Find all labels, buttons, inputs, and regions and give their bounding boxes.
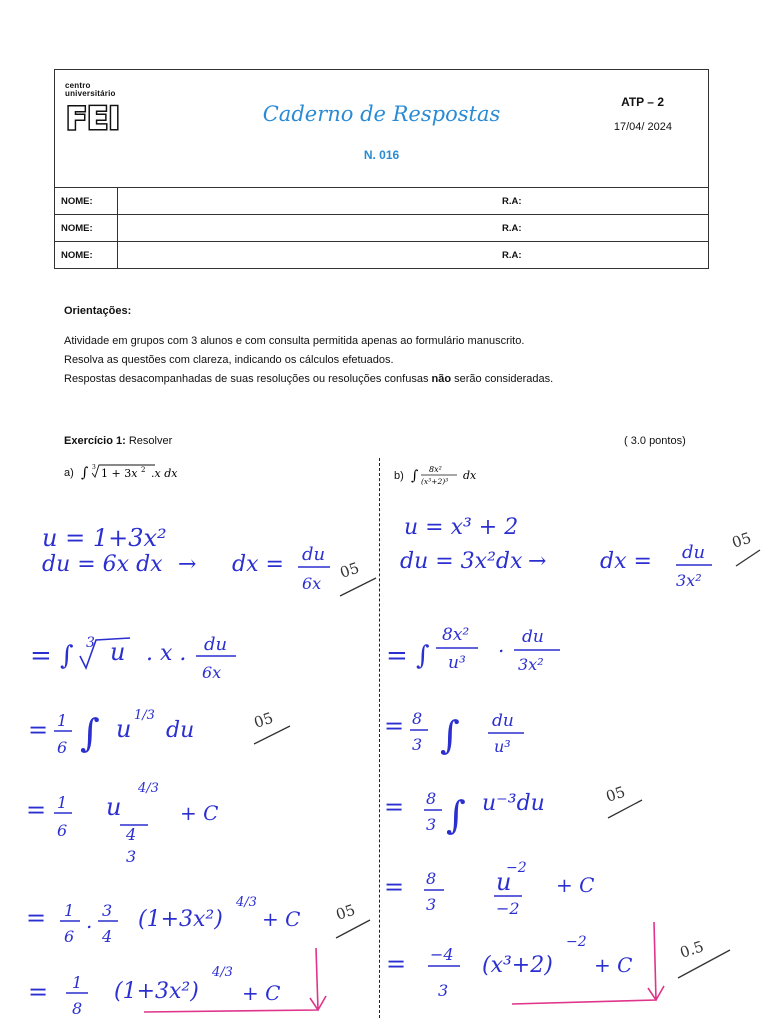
instruction-line-1: Atividade em grupos com 3 alunos e com consulta permitida apenas ao formulário manuscrito. bbox=[64, 335, 525, 347]
sol-b-text: −2 bbox=[566, 934, 587, 950]
sol-b-text: 8 bbox=[426, 869, 437, 888]
sol-a-text: u bbox=[106, 793, 122, 821]
sol-b-text: u bbox=[496, 868, 512, 896]
sol-a-text: 4 bbox=[126, 825, 137, 844]
sol-a-text: = bbox=[28, 978, 49, 1006]
sol-b-text: 3 bbox=[412, 735, 423, 754]
sol-b-text: = bbox=[386, 950, 407, 978]
sol-a-text: du bbox=[302, 544, 326, 565]
sol-b-text: = bbox=[384, 712, 405, 740]
item-a-label: a) bbox=[64, 467, 74, 479]
ra-label: R.A: bbox=[496, 215, 708, 242]
sol-b-text: ∫ bbox=[446, 793, 466, 837]
instruction-emphasis: não bbox=[431, 373, 452, 385]
sol-a-text: 1 bbox=[72, 973, 83, 992]
sol-a-text: 8 bbox=[72, 999, 83, 1018]
instruction-line-3-start: Respostas desacompanhadas de suas resoluções ou resoluções confusas bbox=[64, 373, 432, 385]
sol-b-text: + C bbox=[594, 953, 633, 977]
sol-a-text: 4/3 bbox=[212, 965, 233, 980]
grade-mark: 05 bbox=[333, 900, 358, 924]
exercise-points: ( 3.0 pontos) bbox=[624, 435, 686, 447]
svg-text:3: 3 bbox=[86, 635, 95, 651]
sol-b-text: = bbox=[384, 873, 405, 901]
sol-a-text: 3 bbox=[126, 847, 137, 866]
sol-b-text: 8 bbox=[426, 789, 437, 808]
sol-a-text: 6 bbox=[57, 821, 68, 840]
sol-a-text: (1+3x²) bbox=[114, 979, 199, 1004]
sol-b-text: −4 bbox=[430, 945, 454, 964]
sol-a-text: = bbox=[26, 796, 47, 824]
svg-text:(x³+2)³: (x³+2)³ bbox=[420, 477, 448, 486]
ra-label: R.A: bbox=[496, 242, 708, 269]
arrow-icon: → bbox=[528, 549, 547, 574]
svg-text:.x dx: .x dx bbox=[150, 467, 178, 480]
svg-text:∫: ∫ bbox=[410, 468, 419, 484]
sol-a-text: u bbox=[116, 715, 132, 743]
sol-b-text: dx = bbox=[600, 549, 652, 574]
svg-text:2: 2 bbox=[140, 466, 146, 474]
sol-a-text: 1/3 bbox=[134, 708, 155, 723]
sol-b-text: ∫ bbox=[440, 713, 460, 757]
grade-mark: 05 bbox=[729, 528, 754, 552]
sol-b-text: = ∫ bbox=[386, 641, 430, 671]
solution-a bbox=[26, 524, 325, 1018]
arrow-icon: → bbox=[178, 552, 197, 577]
logo-line-1: centro bbox=[65, 81, 91, 90]
sol-a-text: 4/3 bbox=[138, 781, 159, 796]
sol-a-text: 6x bbox=[202, 663, 222, 682]
sol-b-text: 3 bbox=[426, 895, 437, 914]
sol-b-text: u³ bbox=[448, 653, 466, 673]
sol-a-text: 6x bbox=[302, 574, 322, 593]
exercise-text: Resolver bbox=[128, 435, 173, 447]
sol-a-text: + C bbox=[242, 981, 281, 1005]
sol-a-text: 1 bbox=[57, 793, 68, 812]
sol-b-line: u = x³ + 2 bbox=[404, 515, 519, 540]
sol-a-text: 6 bbox=[57, 738, 68, 757]
item-b-label: b) bbox=[394, 470, 404, 482]
solution-b bbox=[384, 515, 705, 1000]
sol-b-line: du = 3x²dx bbox=[400, 549, 523, 574]
logo-text: FEI bbox=[66, 101, 120, 133]
sol-a-line: u = 1+3x² bbox=[42, 524, 167, 552]
svg-text:1 + 3x: 1 + 3x bbox=[100, 467, 138, 480]
sol-b-text: (x³+2) bbox=[482, 953, 553, 978]
sol-b-text: −2 bbox=[506, 860, 527, 876]
sol-a-text: + C bbox=[262, 907, 301, 931]
svg-text:8x²: 8x² bbox=[428, 465, 442, 474]
sol-a-text: 4/3 bbox=[236, 895, 257, 910]
sol-b-text: u⁻³du bbox=[482, 791, 545, 816]
svg-text:dx: dx bbox=[462, 469, 477, 482]
sol-a-text: 6 bbox=[64, 927, 75, 946]
activity-date: 17/04/ 2024 bbox=[613, 121, 672, 133]
sol-a-text: u bbox=[110, 638, 126, 666]
svg-text:3: 3 bbox=[91, 464, 96, 471]
sol-a-text: . x . bbox=[146, 641, 187, 666]
sol-a-text: du bbox=[166, 718, 195, 743]
sol-a-text: (1+3x²) bbox=[138, 907, 223, 932]
name-label: NOME: bbox=[55, 188, 118, 215]
sol-a-text: du bbox=[204, 634, 228, 655]
instruction-line-3-end: serão consideradas. bbox=[451, 373, 554, 385]
sol-a-line: du = 6x dx bbox=[42, 552, 163, 577]
sol-a-text: 4 bbox=[102, 927, 113, 946]
document-number: N. 016 bbox=[363, 148, 400, 162]
name-label: NOME: bbox=[55, 242, 118, 269]
sol-a-text: 1 bbox=[57, 711, 68, 730]
document-title: Caderno de Respostas bbox=[262, 102, 501, 126]
sol-a-text: 1 bbox=[64, 901, 75, 920]
sol-b-text: = bbox=[384, 793, 405, 821]
sol-b-text: du bbox=[492, 711, 514, 731]
sol-a-text: = ∫ bbox=[30, 641, 74, 671]
instruction-line-2: Resolva as questões com clareza, indicando os cálculos efetuados. bbox=[64, 354, 394, 366]
sol-b-text: 3 bbox=[426, 815, 437, 834]
activity-code: ATP – 2 bbox=[621, 95, 664, 109]
grade-mark: 05 bbox=[337, 558, 362, 582]
sol-a-text: = bbox=[26, 904, 47, 932]
sol-a-text: + C bbox=[180, 801, 219, 825]
grade-mark: 05 bbox=[251, 708, 276, 732]
sol-b-text: + C bbox=[556, 873, 595, 897]
sol-b-text: du bbox=[522, 627, 544, 647]
sol-b-text: 3x² bbox=[518, 655, 544, 674]
svg-text:∫: ∫ bbox=[80, 465, 89, 481]
grade-mark: 05 bbox=[603, 782, 628, 806]
sol-b-text: u³ bbox=[494, 737, 511, 756]
sol-b-text: 3 bbox=[438, 981, 449, 1000]
name-label: NOME: bbox=[55, 215, 118, 242]
sol-b-text: . bbox=[498, 633, 505, 657]
sol-b-text: 8x² bbox=[442, 625, 470, 645]
sol-a-text: ∫ bbox=[80, 711, 100, 755]
sol-a-text: = bbox=[28, 716, 49, 744]
instructions-title: Orientações: bbox=[64, 305, 132, 317]
sol-b-text: 3x² bbox=[676, 571, 702, 590]
sol-b-text: du bbox=[682, 542, 706, 563]
sol-b-text: 8 bbox=[412, 709, 423, 728]
sol-a-text: dx = bbox=[232, 552, 284, 577]
sol-b-text: −2 bbox=[496, 899, 520, 918]
ra-label: R.A: bbox=[496, 188, 708, 215]
sol-a-text: 3 bbox=[102, 901, 113, 920]
logo-line-2: universitário bbox=[65, 89, 116, 98]
grade-mark: 0.5 bbox=[677, 937, 706, 962]
sol-a-text: . bbox=[86, 909, 93, 933]
exercise-label: Exercício 1: bbox=[64, 435, 126, 447]
